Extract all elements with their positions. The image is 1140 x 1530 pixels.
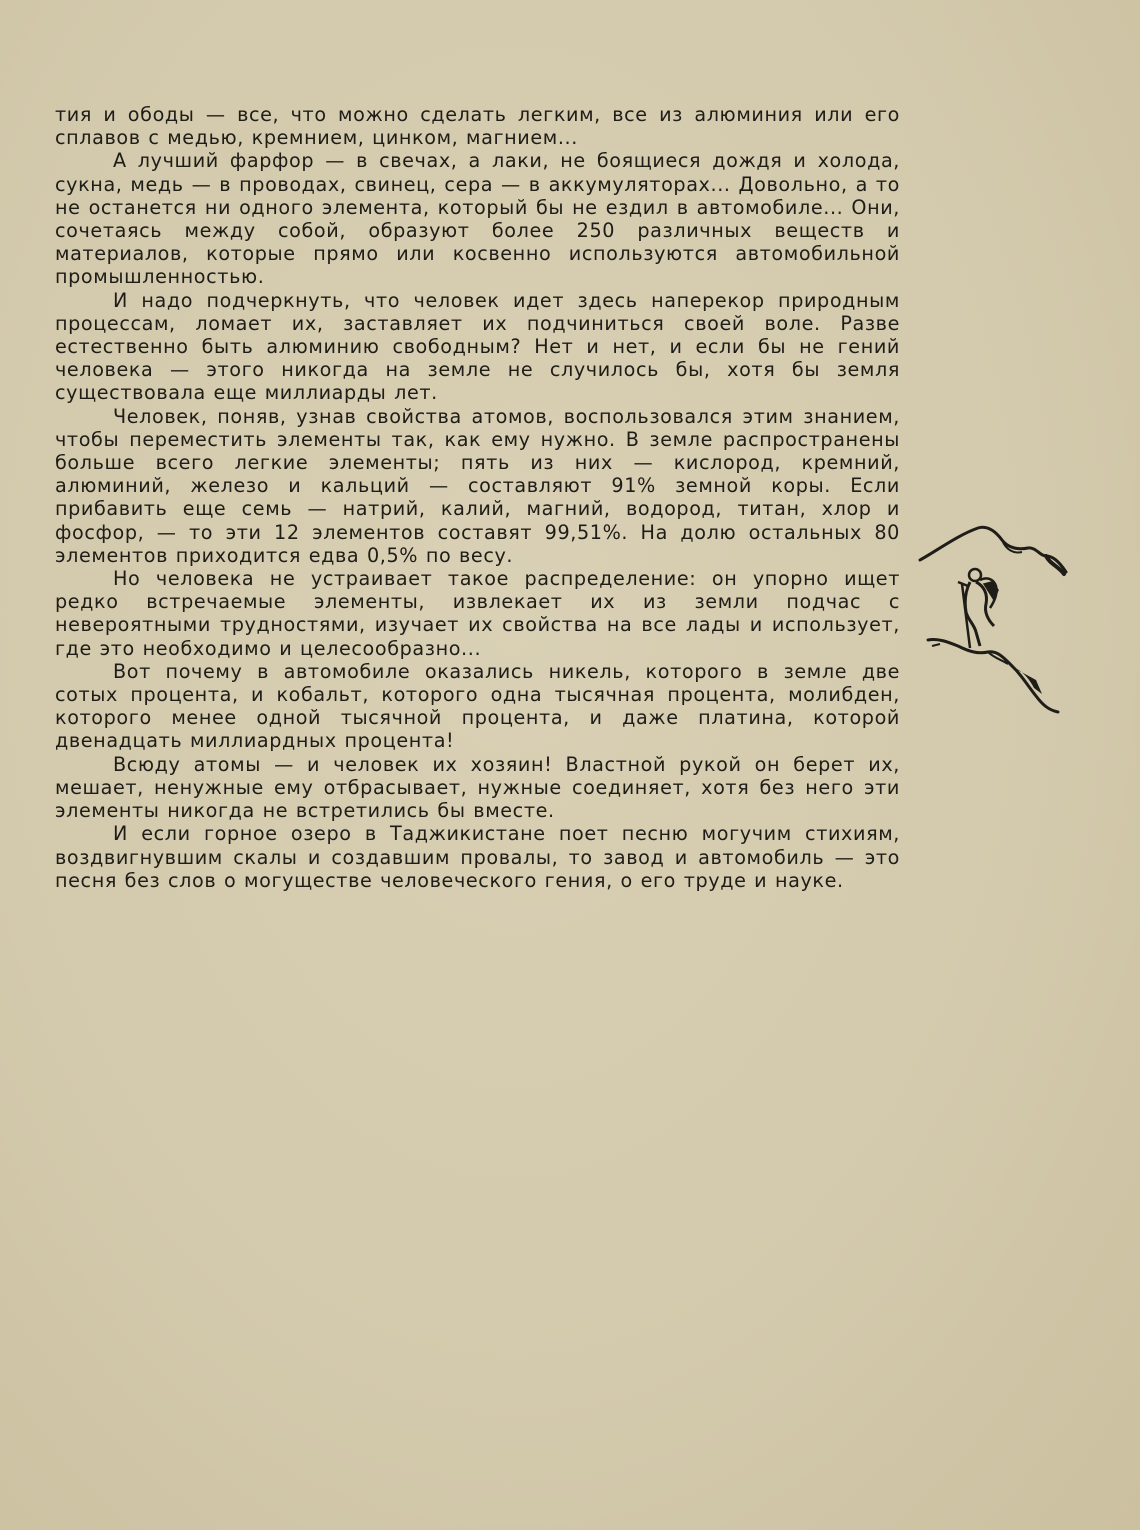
paragraph: И если горное озеро в Таджикистане поет песню могучим стихиям, воздвигнувшим скалы и создавшим провалы, то завод и автомобиль — это песня без слов о могуществе человеческого гения, о его труде и науке. [55,822,900,892]
rock-slope [928,639,1058,712]
climber-figure [958,569,998,648]
paragraph: И надо подчеркнуть, что человек идет здесь наперекор природным процессам, ломает их, заставляет их подчиниться своей воле. Разве естественно быть алюминию свободным? Нет и нет, и если бы не гений человека — этого никогда на земле не случилось бы, хотя бы земля существовала еще миллиарды лет. [55,288,900,405]
paragraph: Всюду атомы — и человек их хозяин! Властной рукой он берет их, мешает, ненужные ему отбрасывает, нужные соединяет, хотя без него эти элементы никогда не встретились бы вместе. [55,752,900,823]
mountain-climber-icon [918,520,1070,715]
mountain-ridge [920,527,1066,572]
paragraph: Вот почему в автомобиле оказались никель, которого в земле две сотых процента, и кобальт, которого одна тысячная процента, молибден, которого менее одной тысячной процента, и даже платина, которой двенадцать миллиардных процента! [55,659,900,753]
article-text [55,103,900,892]
paragraph: Но человека не устраивает такое распределение: он упорно ищет редко встречаемые элементы, извлекает их из земли подчас с невероятными трудностями, изучает их свойства на все лады и использует, где это необходимо и целесообразно... [55,567,900,660]
paragraph: А лучший фарфор — в свечах, а лаки, не боящиеся дождя и холода, сукна, медь — в проводах, свинец, сера — в аккумуляторах... Довольно, а то не останется ни одного элемента, который бы не ездил в автомобиле... Они, сочетаясь между собой, образуют более 250 различных веществ и материалов, которые прямо или косвенно используются автомобильной промышленностью. [55,149,900,289]
paragraph: Человек, поняв, узнав свойства атомов, воспользовался этим знанием, чтобы переместить элементы так, как ему нужно. В земле распространены больше всего легкие элементы; пять из них — кислород, кремний, алюминий, железо и кальций — составляют 91% земной коры. Если прибавить еще семь — натрий, калий, магний, водород, титан, хлор и фосфор, — то эти 12 элементов составят 99,51%. На долю остальных 80 элементов приходится едва 0,5% по весу. [55,404,900,567]
paragraph-continuation: тия и ободы — все, что можно сделать легким, все из алюминия или его сплавов с медью, кремнием, цинком, магнием... [55,103,900,150]
